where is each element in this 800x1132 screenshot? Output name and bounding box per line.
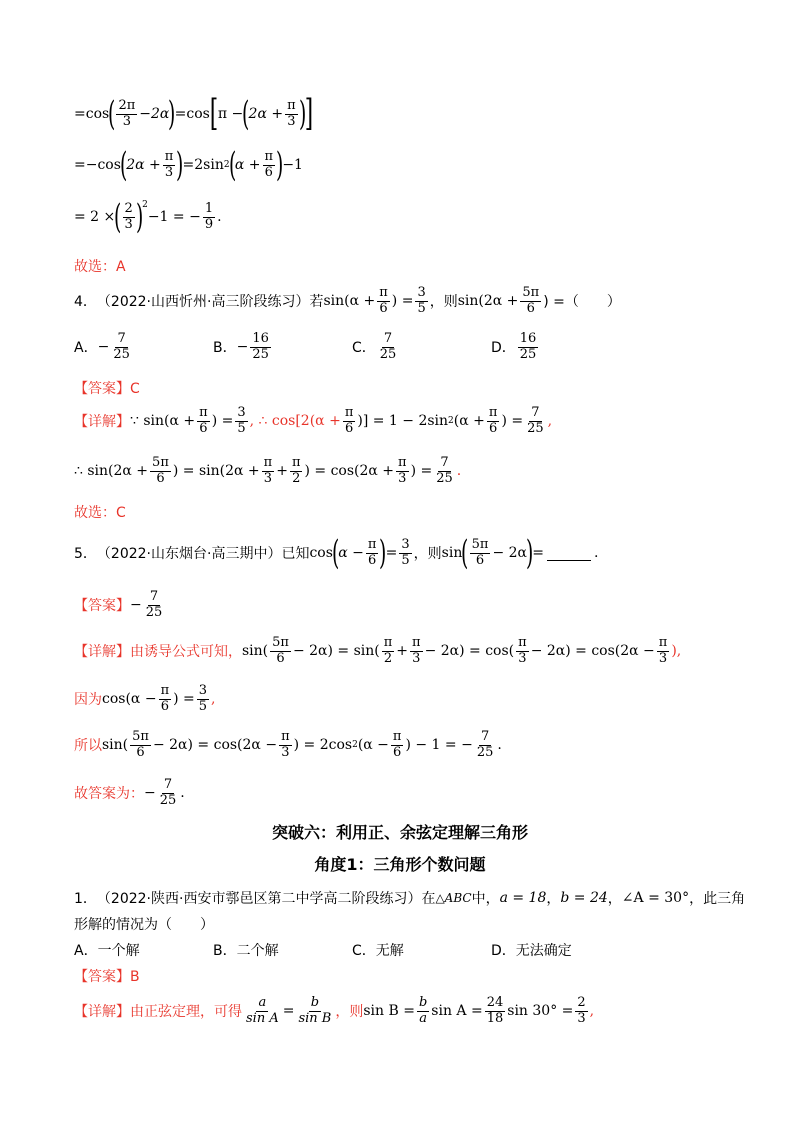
option-b[interactable]: B． − $\frac{16}{25}$ (213, 331, 269, 362)
option-d[interactable]: D． $\frac{16}{25}$ (491, 331, 537, 362)
equation-line-3: = 2 × ( $\frac{2}{3}$ ) 2 −1 = − $\frac{1}{9}$ . (74, 197, 222, 237)
fraction: $\frac{\pi}{6}$ (379, 285, 388, 316)
p1-detail: 【详解】 由正弦定理，可得 $\frac{a}{\text{sin A}}$ = $\frac{b}{\text{sin B}}$ ，则 sin B = $\frac{b}{a}$ sin A = $\frac{24}{18}$ sin 30° = $\frac{2}{3}$ , (74, 995, 595, 1026)
option-c[interactable]: C． $\frac{7}{25}$ (352, 331, 397, 362)
option-c[interactable]: C． 无解 (352, 943, 404, 959)
answer-blank[interactable] (547, 546, 591, 561)
section-title: 突破六：利用正、余弦定理解三角形 (271, 823, 528, 842)
option-b[interactable]: B． 二个解 (213, 943, 279, 959)
fraction: $\frac{2\pi}{3}$ (118, 97, 136, 129)
fraction: $\frac{\pi}{6}$ (264, 148, 274, 180)
question-5: 5． （2022·山东烟台·高三期中）已知 cos ( α − $\frac{\pi}{6}$ ) = $\frac{3}{5}$ ，则 sin ( $\frac{5\pi}{6}$ − 2α ) = . (74, 533, 599, 573)
sub-title: 角度1：三角形个数问题 (314, 855, 486, 874)
q5-detail-line-3: 所以 sin( $\frac{5\pi}{6}$ − 2α) = cos(2α − $\frac{\pi}{3}$ ) = 2cos 2 (α − $\frac{\pi}{6}$ ) − 1 = − $\frac{7}{25}$ . (74, 729, 502, 760)
fraction: $\frac{5\pi}{6}$ (522, 285, 540, 316)
q5-final-answer: 故答案为： − $\frac{7}{25}$ . (74, 777, 185, 808)
equation-line-1: =cos ( $\frac{2\pi}{3}$ −2α ) =cos [ π − ( 2α + $\frac{\pi}{3}$ ) ] (74, 93, 314, 134)
fraction: $\frac{\pi}{3}$ (164, 148, 174, 180)
option-d[interactable]: D． 无法确定 (491, 943, 572, 959)
equation-line-2: =−cos ( 2α + $\frac{\pi}{3}$ ) =2sin 2 ( α + $\frac{\pi}{6}$ ) −1 (74, 145, 303, 185)
problem-1-line-1: 1． （2022·陕西·西安市鄠邑区第二中学高二阶段练习）在 △ABC 中， a = 18 ， b = 24 ， ∠A = 30° ，此三角 (74, 890, 746, 907)
p1-options (74, 940, 572, 960)
select-answer-3: 故选：A (74, 259, 126, 275)
problem-1-line-2: 形解的情况为（ ） (74, 917, 214, 933)
q5-answer: 【答案】 − $\frac{7}{25}$ (74, 589, 163, 620)
fraction: $\frac{\pi}{3}$ (287, 97, 296, 129)
q5-detail-line-2: 因为 cos(α − $\frac{\pi}{6}$ ) = $\frac{3}{5}$ , (74, 683, 216, 714)
fraction: $\frac{1}{9}$ (204, 200, 214, 232)
fraction: $\frac{2}{3}$ (124, 200, 133, 232)
q4-options (74, 332, 540, 363)
q4-answer: 【答案】C (74, 381, 140, 397)
option-a[interactable]: A． 一个解 (74, 943, 140, 959)
q5-detail-line-1: 【详解】 由诱导公式可知， sin( $\frac{5\pi}{6}$ − 2α) = sin( $\frac{\pi}{2}$ + $\frac{\pi}{3}$ − 2α) = cos( $\frac{\pi}{3}$ − 2α) = cos(2α − $\frac{\pi}{3}$ ), (74, 635, 682, 666)
p1-answer: 【答案】B (74, 969, 140, 985)
q4-detail-line-2: ∴ sin(2α + $\frac{5\pi}{6}$ ) = sin(2α + $\frac{\pi}{3}$ + $\frac{\pi}{2}$ ) = cos(2α + $\frac{\pi}{3}$ ) = $\frac{7}{25}$ . (74, 455, 462, 486)
q4-detail-line-1: 【详解】 ∵ sin(α + $\frac{\pi}{6}$ ) = $\frac{3}{5}$ , ∴ cos[2(α + $\frac{\pi}{6}$ )] = 1 − 2sin 2 (α + $\frac{\pi}{6}$ ) = $\frac{7}{25}$ , (74, 405, 553, 436)
q4-select: 故选：C (74, 505, 126, 521)
option-a[interactable]: A． − $\frac{7}{25}$ (74, 331, 130, 362)
fraction: $\frac{3}{5}$ (417, 285, 426, 316)
question-4: 4． （2022·山西忻州·高三阶段练习）若 sin(α + $\frac{\pi}{6}$ ) = $\frac{3}{5}$ ，则 sin(2α + $\frac{5\pi}{6}$ ) =（ ） (74, 285, 621, 316)
